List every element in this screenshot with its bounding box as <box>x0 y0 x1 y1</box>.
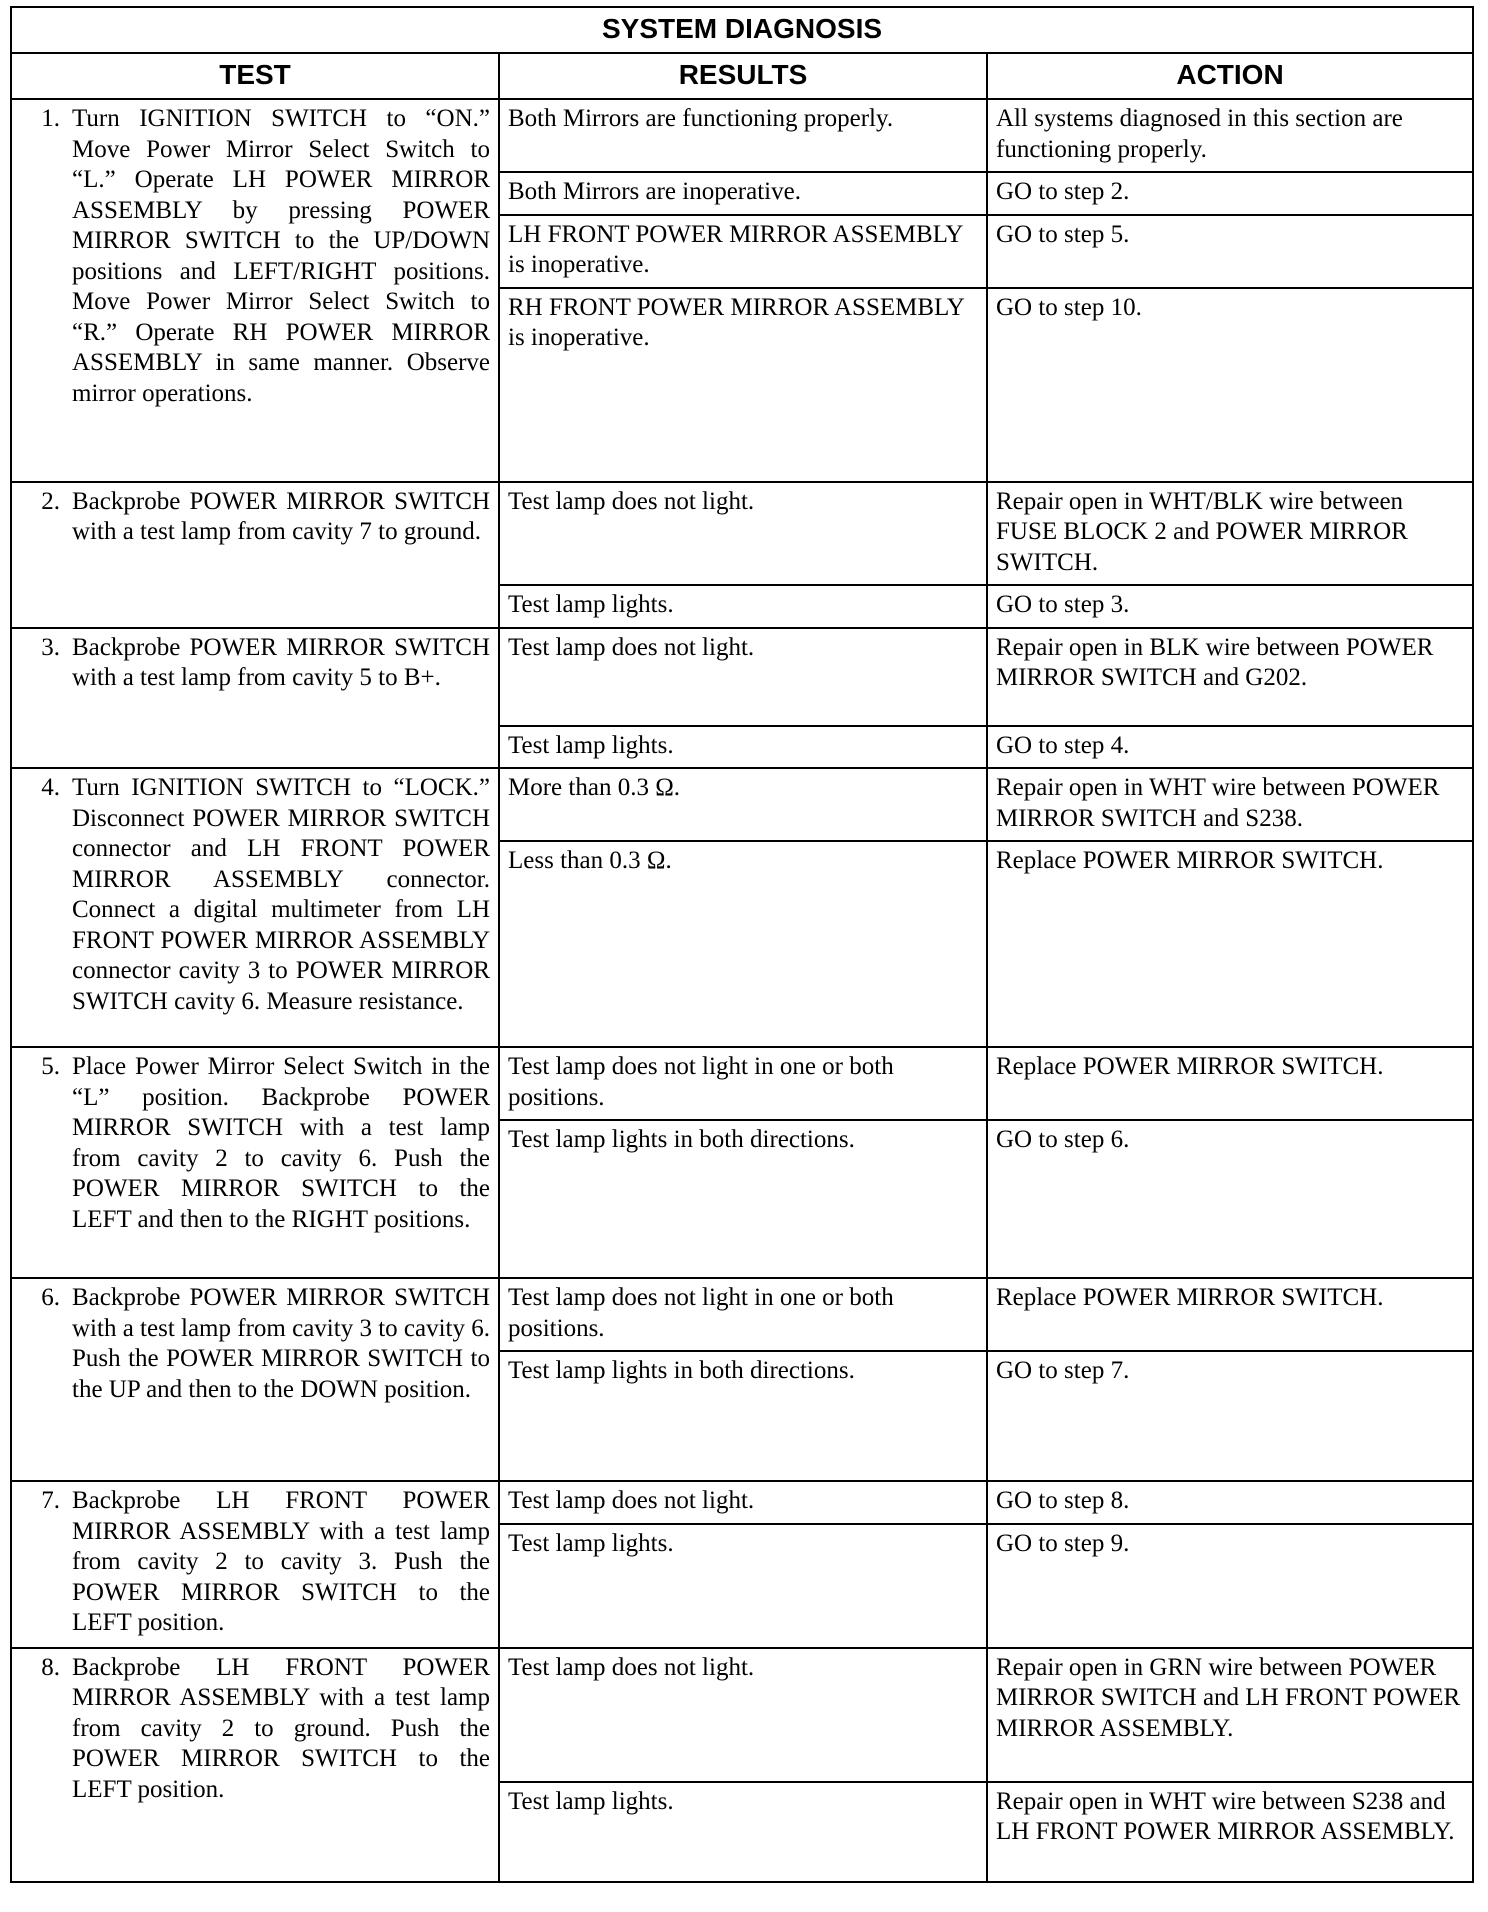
action-cell: Replace POWER MIRROR SWITCH. <box>987 1278 1473 1351</box>
test-cell <box>11 1648 499 1882</box>
result-cell: Less than 0.3 Ω. <box>499 841 987 1047</box>
test-text: Backprobe POWER MIRROR SWITCH with a test lamp from cavity 3 to cavity 6. Push the POWER MIRROR SWITCH to the UP and then to the DOWN position. <box>72 1284 490 1403</box>
test-text: Backprobe LH FRONT POWER MIRROR ASSEMBLY with a test lamp from cavity 2 to cavity 3. Push the POWER MIRROR SWITCH to the LEFT position. <box>72 1487 490 1636</box>
action-cell: Repair open in WHT/BLK wire between FUSE BLOCK 2 and POWER MIRROR SWITCH. <box>987 482 1473 586</box>
test-text: Turn IGNITION SWITCH to “ON.” Move Power Mirror Select Switch to “L.” Operate LH POWER MIRROR ASSEMBLY by pressing POWER MIRROR SWITCH to the UP/DOWN positions and LEFT/RIGHT positions. Move Power Mirror Select Switch to “R.” Operate RH POWER MIRROR ASSEMBLY in same manner. Observe mirror operations. <box>72 105 490 407</box>
result-cell: Test lamp does not light. <box>499 1648 987 1782</box>
step-number: 8. <box>41 1653 60 1681</box>
action-cell: Replace POWER MIRROR SWITCH. <box>987 1047 1473 1120</box>
table-row <box>11 1278 1473 1351</box>
step-number: 6. <box>41 1284 60 1311</box>
table-row <box>11 1047 1473 1120</box>
action-cell: GO to step 2. <box>987 172 1473 215</box>
result-cell: Test lamp lights in both directions. <box>499 1351 987 1481</box>
test-cell <box>11 768 499 1047</box>
result-cell: Test lamp lights. <box>499 1782 987 1882</box>
test-cell <box>11 628 499 769</box>
action-cell: GO to step 9. <box>987 1524 1473 1648</box>
test-text: Backprobe POWER MIRROR SWITCH with a test lamp from cavity 5 to B+. <box>72 633 490 691</box>
result-cell: More than 0.3 Ω. <box>499 768 987 841</box>
table-row <box>11 1481 1473 1524</box>
result-cell: Test lamp does not light. <box>499 628 987 726</box>
col-header-test: TEST <box>11 53 499 99</box>
result-cell: Test lamp lights in both directions. <box>499 1120 987 1278</box>
action-cell: GO to step 6. <box>987 1120 1473 1278</box>
result-cell: Both Mirrors are inoperative. <box>499 172 987 215</box>
test-cell <box>11 1481 499 1648</box>
test-text: Place Power Mirror Select Switch in the “L” position. Backprobe POWER MIRROR SWITCH with a test lamp from cavity 2 to cavity 6. Push the POWER MIRROR SWITCH to the LEFT and then to the RIGHT positions. <box>72 1053 490 1233</box>
result-cell: LH FRONT POWER MIRROR ASSEMBLY is inoperative. <box>499 215 987 288</box>
step-number: 1. <box>41 105 60 132</box>
result-cell: Test lamp lights. <box>499 726 987 769</box>
action-cell: GO to step 8. <box>987 1481 1473 1524</box>
test-text: Backprobe POWER MIRROR SWITCH with a test lamp from cavity 7 to ground. <box>72 487 490 545</box>
document-page <box>10 6 1472 1883</box>
result-cell: Test lamp lights. <box>499 1524 987 1648</box>
result-cell: RH FRONT POWER MIRROR ASSEMBLY is inoperative. <box>499 288 987 482</box>
action-cell: GO to step 10. <box>987 288 1473 482</box>
action-cell: GO to step 5. <box>987 215 1473 288</box>
step-number: 7. <box>41 1487 60 1514</box>
result-cell: Test lamp does not light. <box>499 482 987 586</box>
table-row <box>11 99 1473 172</box>
action-cell: Repair open in WHT wire between S238 and LH FRONT POWER MIRROR ASSEMBLY. <box>987 1782 1473 1882</box>
table-row <box>11 768 1473 841</box>
col-header-results: RESULTS <box>499 53 987 99</box>
action-cell: GO to step 7. <box>987 1351 1473 1481</box>
result-cell: Both Mirrors are functioning properly. <box>499 99 987 172</box>
table-row <box>11 1648 1473 1782</box>
action-cell: All systems diagnosed in this section are functioning properly. <box>987 99 1473 172</box>
test-cell <box>11 482 499 628</box>
test-cell <box>11 1278 499 1481</box>
result-cell: Test lamp does not light. <box>499 1481 987 1524</box>
table-row <box>11 628 1473 726</box>
test-cell <box>11 99 499 482</box>
action-cell: GO to step 4. <box>987 726 1473 769</box>
step-number: 5. <box>41 1053 60 1080</box>
action-cell: Repair open in WHT wire between POWER MIRROR SWITCH and S238. <box>987 768 1473 841</box>
test-text: Turn IGNITION SWITCH to “LOCK.” Disconnect POWER MIRROR SWITCH connector and LH FRONT POWER MIRROR ASSEMBLY connector. Connect a digital multimeter from LH FRONT POWER MIRROR ASSEMBLY connector cavity 3 to POWER MIRROR SWITCH cavity 6. Measure resistance. <box>72 774 490 1015</box>
test-text: Backprobe LH FRONT POWER MIRROR ASSEMBLY with a test lamp from cavity 2 to ground. Push the POWER MIRROR SWITCH to the LEFT position. <box>72 1653 490 1803</box>
column-header-row <box>11 53 1473 99</box>
result-cell: Test lamp lights. <box>499 585 987 628</box>
test-cell <box>11 1047 499 1278</box>
action-cell: Replace POWER MIRROR SWITCH. <box>987 841 1473 1047</box>
action-cell: Repair open in GRN wire between POWER MIRROR SWITCH and LH FRONT POWER MIRROR ASSEMBLY. <box>987 1648 1473 1782</box>
result-cell: Test lamp does not light in one or both positions. <box>499 1278 987 1351</box>
title-row <box>11 7 1473 53</box>
step-number: 3. <box>41 633 60 661</box>
action-cell: Repair open in BLK wire between POWER MIRROR SWITCH and G202. <box>987 628 1473 726</box>
step-number: 2. <box>41 487 60 515</box>
action-cell: GO to step 3. <box>987 585 1473 628</box>
step-number: 4. <box>41 774 60 801</box>
table-title: SYSTEM DIAGNOSIS <box>11 7 1473 53</box>
table-row <box>11 482 1473 586</box>
result-cell: Test lamp does not light in one or both positions. <box>499 1047 987 1120</box>
col-header-action: ACTION <box>987 53 1473 99</box>
system-diagnosis-table <box>10 6 1474 1883</box>
